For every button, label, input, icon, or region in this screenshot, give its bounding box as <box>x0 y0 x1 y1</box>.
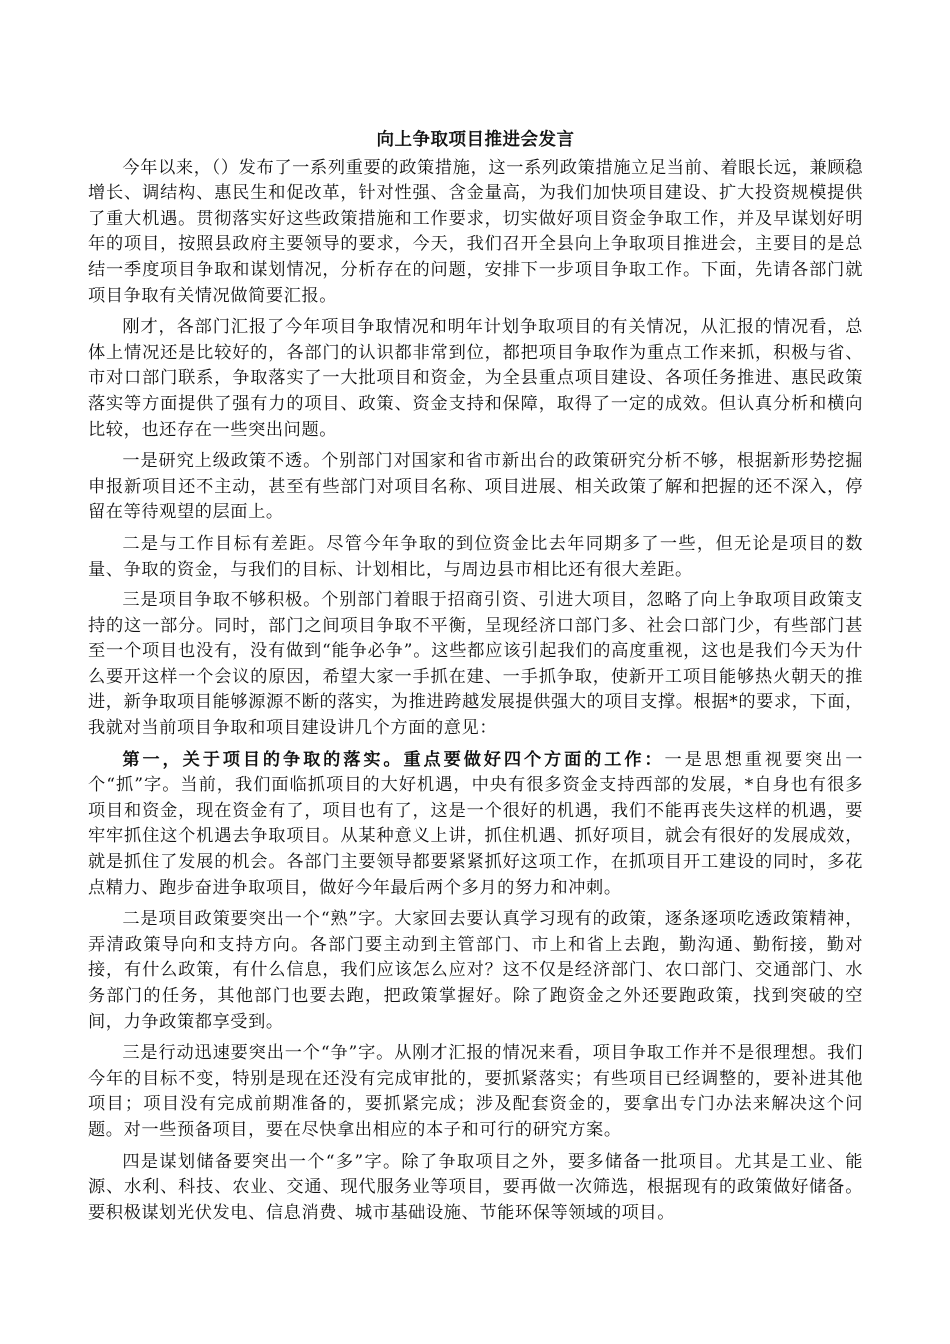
paragraph-text: 刚才，各部门汇报了今年项目争取情况和明年计划争取项目的有关情况，从汇报的情况看，总体上情况还是比较好的，各部门的认识都非常到位，都把项目争取作为重点工作来抓，积极与省、市对口部门联系，争取落实了一大批项目和资金，为全县重点项目建设、各项任务推进、惠民政策落实等方面提供了强有力的项目、政策、资金支持和保障，取得了一定的成效。但认真分析和横向比较，也还存在一些突出问题。 <box>88 317 863 440</box>
paragraph-text: 二是项目政策要突出一个“熟”字。大家回去要认真学习现有的政策，逐条逐项吃透政策精神，弄清政策导向和支持方向。各部门要主动到主管部门、市上和省上去跑，勤沟通、勤衔接，勤对接，有什么政策，有什么信息，我们应该怎么应对？这不仅是经济部门、农口部门、交通部门、水务部门的任务，其他部门也要去跑，把政策掌握好。除了跑资金之外还要跑政策，找到突破的空间，力争政策都享受到。 <box>88 909 863 1032</box>
paragraph-problem-1 <box>88 449 863 526</box>
paragraph-summary <box>88 315 863 443</box>
document-page <box>88 128 863 1232</box>
paragraph-point-2 <box>88 907 863 1035</box>
paragraph-text: 三是行动迅速要突出一个“争”字。从刚才汇报的情况来看，项目争取工作并不是很理想。我们今年的目标不变，特别是现在还没有完成审批的，要抓紧落实；有些项目已经调整的，要补进其他项目；项目没有完成前期准备的，要抓紧完成；涉及配套资金的，要拿出专门办法来解决这个问题。对一些预备项目，要在尽快拿出相应的本子和可行的研究方案。 <box>88 1043 863 1140</box>
paragraph-text: 今年以来，（）发布了一系列重要的政策措施，这一系列政策措施立足当前、着眼长远，兼顾稳增长、调结构、惠民生和促改革，针对性强、含金量高，为我们加快项目建设、扩大投资规模提供了重大机遇。贯彻落实好这些政策措施和工作要求，切实做好项目资金争取工作，并及早谋划好明年的项目，按照县政府主要领导的要求，今天，我们召开全县向上争取项目推进会，主要目的是总结一季度项目争取和谋划情况，分析存在的问题，安排下一步项目争取工作。下面，先请各部门就项目争取有关情况做简要汇报。 <box>88 157 863 306</box>
paragraph-section-one <box>88 748 863 902</box>
paragraph-problem-3 <box>88 588 863 742</box>
paragraph-text: 一是研究上级政策不透。个别部门对国家和省市新出台的政策研究分析不够，根据新形势挖掘申报新项目还不主动，甚至有些部门对项目名称、项目进展、相关政策了解和把握的还不深入，停留在等待观望的层面上。 <box>88 451 863 523</box>
paragraph-problem-2 <box>88 532 863 583</box>
paragraph-point-4 <box>88 1150 863 1227</box>
document-title: 向上争取项目推进会发言 <box>376 130 575 150</box>
paragraph-text: 一是思想重视要突出一个“抓”字。当前，我们面临抓项目的大好机遇，中央有很多资金支持西部的发展，*自身也有很多项目和资金，现在资金有了，项目也有了，这是一个很好的机遇，我们不能再丧失这样的机遇，要牢牢抓住这个机遇去争取项目。从某种意义上讲，抓住机遇、抓好项目，就会有很好的发展成效，就是抓住了发展的机会。各部门主要领导都要紧紧抓好这项工作，在抓项目开工建设的同时，多花点精力、跑步奋进争取项目，做好今年最后两个多月的努力和冲刺。 <box>88 749 863 898</box>
paragraph-text: 四是谋划储备要突出一个“多”字。除了争取项目之外，要多储备一批项目。尤其是工业、能源、水利、科技、农业、交通、现代服务业等项目，要再做一次筛选，根据现有的政策做好储备。要积极谋划光伏发电、信息消费、城市基础设施、节能环保等领域的项目。 <box>88 1151 863 1223</box>
paragraph-point-3 <box>88 1041 863 1143</box>
paragraph-text: 二是与工作目标有差距。尽管今年争取的到位资金比去年同期多了一些，但无论是项目的数量、争取的资金，与我们的目标、计划相比，与周边县市相比还有很大差距。 <box>88 533 863 580</box>
paragraph-lead: 第一，关于项目的争取的落实。重点要做好四个方面的工作： <box>122 749 665 770</box>
paragraph-intro <box>88 156 863 310</box>
paragraph-text: 三是项目争取不够积极。个别部门着眼于招商引资、引进大项目，忽略了向上争取项目政策支持的这一部分。同时，部门之间项目争取不平衡，呈现经济口部门多、社会口部门少，有些部门甚至一个项目也没有，没有做到“能争必争”。这些都应该引起我们的高度重视，这也是我们今天为什么要开这样一个会议的原因，希望大家一手抓在建、一手抓争取，使新开工项目能够热火朝天的推进，新争取项目能够源源不断的落实，为推进跨越发展提供强大的项目支撑。根据*的要求，下面，我就对当前项目争取和项目建设讲几个方面的意见： <box>88 590 863 739</box>
